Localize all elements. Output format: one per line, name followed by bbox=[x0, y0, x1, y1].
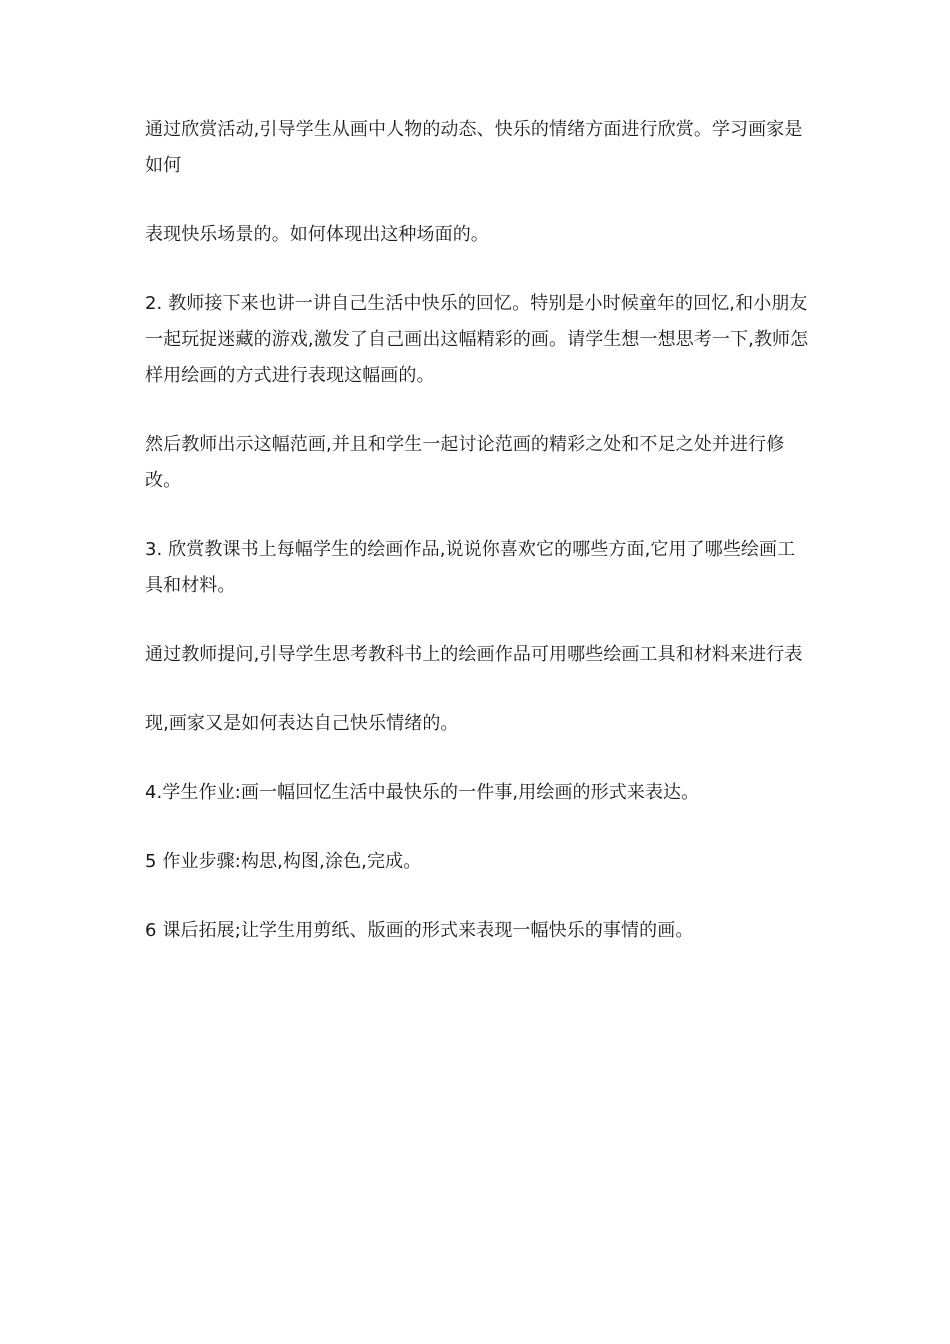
paragraph-step-2: 2. 教师接下来也讲一讲自己生活中快乐的回忆。特别是小时候童年的回忆,和小朋友一起玩捉迷藏的游戏,激发了自己画出这幅精彩的画。请学生想一想思考一下,教师怎样用绘画的方式进行表现这幅画的。 bbox=[145, 293, 809, 386]
paragraph-appreciation-scene: 表现快乐场景的。如何体现出这种场面的。 bbox=[145, 224, 489, 245]
document-body bbox=[145, 112, 809, 982]
paragraph-artist-emotion: 现,画家又是如何表达自己快乐情绪的。 bbox=[145, 713, 459, 734]
paragraph-sample-painting: 然后教师出示这幅范画,并且和学生一起讨论范画的精彩之处和不足之处并进行修改。 bbox=[145, 434, 785, 491]
paragraph-step-4-homework: 4.学生作业:画一幅回忆生活中最快乐的一件事,用绘画的形式来表达。 bbox=[145, 782, 700, 803]
paragraph-step-3: 3. 欣赏教课书上每幅学生的绘画作品,说说你喜欢它的哪些方面,它用了哪些绘画工具和材料。 bbox=[145, 539, 796, 596]
paragraph-appreciation-intro: 通过欣赏活动,引导学生从画中人物的动态、快乐的情绪方面进行欣赏。学习画家是如何 bbox=[145, 119, 803, 176]
paragraph-step-6-extension: 6 课后拓展;让学生用剪纸、版画的形式来表现一幅快乐的事情的画。 bbox=[145, 920, 694, 941]
paragraph-step-5-procedure: 5 作业步骤:构思,构图,涂色,完成。 bbox=[145, 851, 422, 872]
paragraph-teacher-question: 通过教师提问,引导学生思考教科书上的绘画作品可用哪些绘画工具和材料来进行表 bbox=[145, 644, 803, 665]
